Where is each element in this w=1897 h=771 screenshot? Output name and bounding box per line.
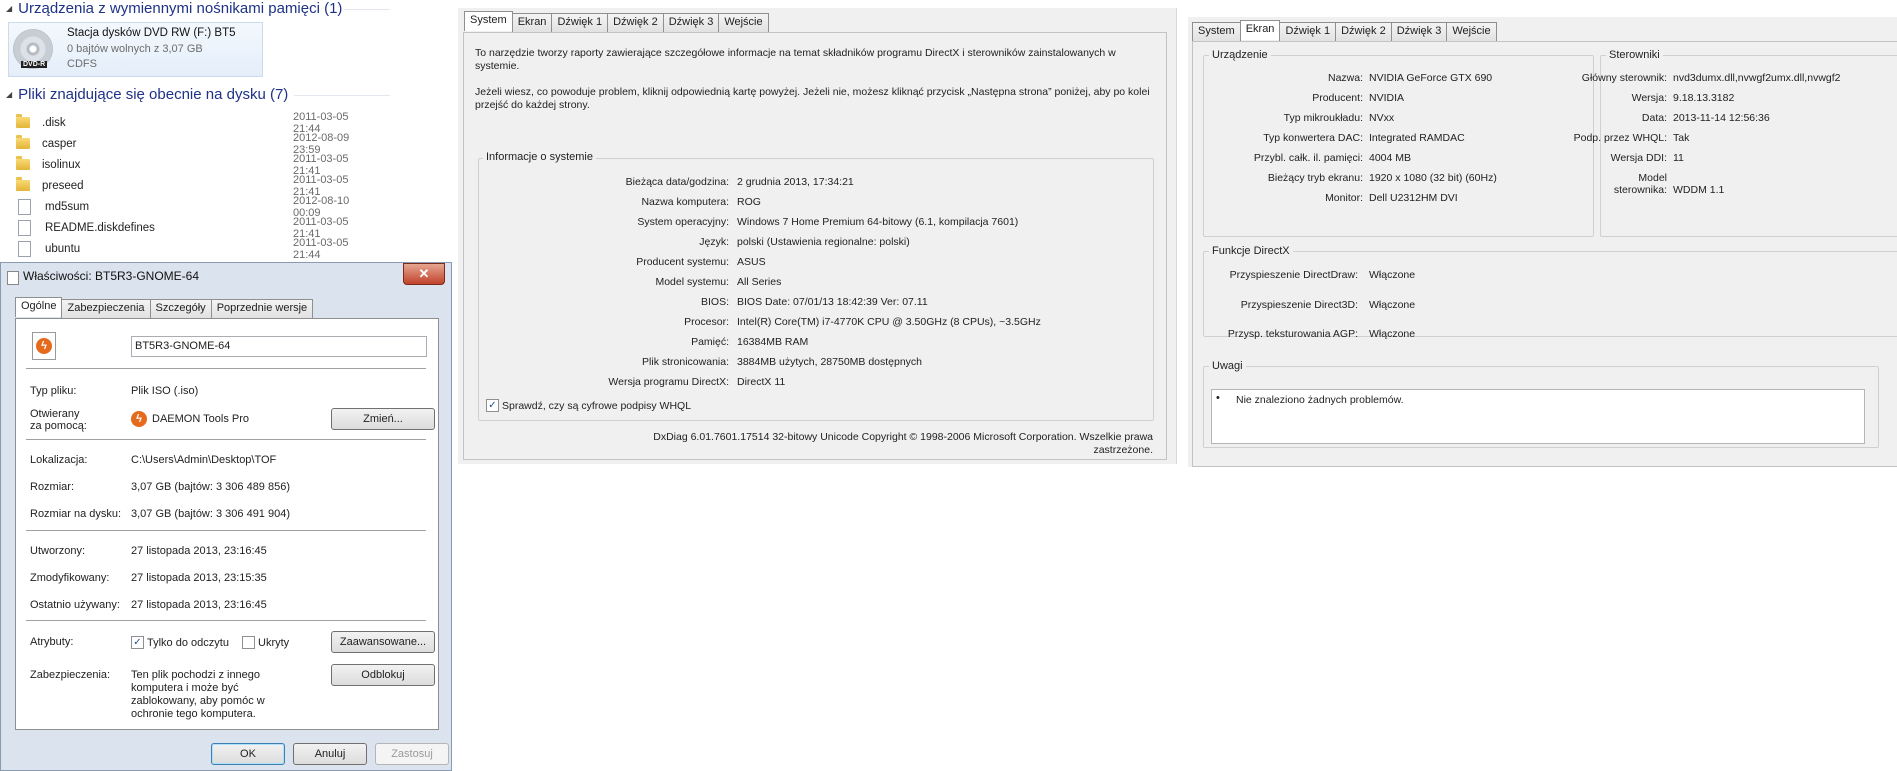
notes-group-title: Uwagi [1209, 360, 1246, 372]
hidden-label: Ukryty [258, 637, 290, 649]
drive-tile[interactable] [8, 22, 263, 77]
file-name: preseed [42, 179, 84, 192]
tab-sound-2[interactable]: Dźwięk 2 [607, 13, 664, 33]
file-icon [18, 241, 31, 257]
file-name: .disk [42, 116, 66, 129]
disk-size-label: Rozmiar na dysku: [30, 508, 122, 520]
row-key: Pamięć: [691, 336, 729, 348]
driver-model-key-2: sterownika: [1613, 184, 1667, 196]
tab-previous-versions[interactable]: Poprzednie wersje [211, 299, 314, 319]
tab-sound-1[interactable]: Dźwięk 1 [1279, 22, 1336, 42]
location-label: Lokalizacja: [30, 454, 88, 466]
opens-with-label-2: za pomocą: [30, 420, 87, 432]
footer-copyright-1: DxDiag 6.01.7601.17514 32-bitowy Unicode Copyright © 1998-2006 Microsoft Corporation. Wszelkie prawa [653, 431, 1153, 443]
apply-button[interactable]: Zastosuj [375, 743, 449, 765]
files-header-rule [294, 95, 390, 96]
features-group [1203, 251, 1897, 337]
dxdiag-display-tabs [1192, 22, 1496, 42]
row-key: Język: [699, 236, 729, 248]
note-item: Nie znaleziono żadnych problemów. [1236, 394, 1404, 406]
general-panel [15, 318, 439, 730]
feature-row-key: Przyspieszenie Direct3D: [1240, 299, 1358, 311]
cancel-button[interactable]: Anuluj [293, 743, 367, 765]
row-value: BIOS Date: 07/01/13 18:42:39 Ver: 07.11 [737, 296, 928, 308]
tab-system[interactable]: System [464, 11, 513, 31]
tab-display[interactable]: Ekran [512, 13, 553, 33]
file-row[interactable] [16, 175, 376, 196]
driver-row-key: Wersja: [1631, 92, 1667, 104]
created-label: Utworzony: [30, 545, 86, 557]
file-date: 2011-03-05 21:41 [293, 152, 349, 177]
file-name: README.diskdefines [45, 221, 155, 234]
unblock-button[interactable]: Odblokuj [331, 664, 435, 686]
device-row-value: Integrated RAMDAC [1369, 132, 1465, 144]
intro-text-2: Jeżeli wiesz, co powoduje problem, kliknij odpowiednią kartę powyżej. Jeżeli nie, możesz kliknąć przycisk „Następna strona” poniżej, aby po kolei przejść do każdej strony. [475, 86, 1150, 111]
system-tab-panel [463, 32, 1167, 460]
device-row-key: Monitor: [1325, 192, 1363, 204]
row-key: Bieżąca data/godzina: [625, 176, 729, 188]
feature-row-key: Przyspieszenie DirectDraw: [1229, 269, 1358, 281]
file-date: 2012-08-09 23:59 [293, 131, 350, 156]
divider [26, 439, 426, 440]
row-key: Wersja programu DirectX: [608, 376, 729, 388]
tab-input[interactable]: Wejście [1446, 22, 1496, 42]
feature-row-value: Włączone [1369, 328, 1416, 340]
row-key: Procesor: [684, 316, 729, 328]
file-name: ubuntu [45, 242, 81, 255]
file-row[interactable] [16, 238, 376, 259]
opens-with-label-1: Otwierany [30, 408, 80, 420]
file-name: md5sum [45, 200, 90, 213]
file-row[interactable] [16, 112, 376, 133]
tab-general[interactable]: Ogólne [15, 297, 62, 317]
driver-model-value: WDDM 1.1 [1673, 184, 1725, 196]
collapse-triangle-icon[interactable]: ◢ [6, 90, 13, 99]
divider [26, 530, 426, 531]
devices-group-header[interactable] [6, 0, 342, 17]
whql-label: Sprawdź, czy są cyfrowe podpisy WHQL [502, 400, 692, 412]
files-group-header[interactable] [6, 86, 288, 103]
accessed-value: 27 listopada 2013, 23:16:45 [131, 599, 267, 611]
iso-file-icon [32, 332, 56, 360]
file-list [16, 112, 376, 259]
drive-filesystem: CDFS [67, 58, 97, 70]
device-row-key: Bieżący tryb ekranu: [1267, 172, 1363, 184]
type-label: Typ pliku: [30, 385, 77, 397]
tab-input[interactable]: Wejście [718, 13, 768, 33]
device-row-value: 1920 x 1080 (32 bit) (60Hz) [1369, 172, 1497, 184]
divider [26, 620, 426, 621]
security-text-2: komputera i może być [131, 682, 239, 694]
row-value: polski (Ustawienia regionalne: polski) [737, 236, 910, 248]
drivers-group-title: Sterowniki [1606, 49, 1663, 61]
row-value: 16384MB RAM [737, 336, 809, 348]
feature-row-value: Włączone [1369, 299, 1416, 311]
folder-icon [16, 159, 30, 170]
accessed-label: Ostatnio używany: [30, 599, 120, 611]
row-key: Plik stronicowania: [642, 356, 729, 368]
device-row-key: Nazwa: [1327, 72, 1363, 84]
daemon-tools-icon: ϟ [36, 338, 52, 354]
file-date: 2011-03-05 21:44 [293, 236, 349, 261]
driver-row-key: Wersja DDI: [1610, 152, 1667, 164]
tab-details[interactable]: Szczegóły [150, 299, 212, 319]
folder-icon [16, 180, 30, 191]
intro-text-1: To narzędzie tworzy raporty zawierające szczegółowe informacje na temat składników programu DirectX i sterowników zainstalowanych w systemie. [475, 47, 1116, 72]
folder-icon [16, 117, 30, 128]
tab-sound-2[interactable]: Dźwięk 2 [1335, 22, 1392, 42]
device-row-key: Producent: [1312, 92, 1363, 104]
file-row[interactable] [16, 154, 376, 175]
bullet-icon: • [1216, 392, 1220, 404]
collapse-triangle-icon[interactable]: ◢ [6, 4, 13, 13]
readonly-label: Tylko do odczytu [147, 637, 229, 649]
folder-icon [16, 138, 30, 149]
disk-size-value: 3,07 GB (bajtów: 3 306 491 904) [131, 508, 290, 520]
row-key: Nazwa komputera: [641, 196, 729, 208]
created-value: 27 listopada 2013, 23:16:45 [131, 545, 267, 557]
display-tab-panel [1192, 41, 1897, 467]
system-info-group [478, 158, 1154, 421]
driver-row-key: Główny sterownik: [1581, 72, 1667, 84]
readonly-checkbox[interactable]: ✓ [131, 636, 144, 649]
opens-with-value: DAEMON Tools Pro [152, 413, 249, 425]
security-label: Zabezpieczenia: [30, 669, 111, 681]
file-date: 2011-03-05 21:41 [293, 173, 349, 198]
row-value: 3884MB użytych, 28750MB dostępnych [737, 356, 923, 368]
dvd-r-label: DVD-R [23, 61, 46, 68]
file-date: 2011-03-05 21:44 [293, 110, 349, 135]
feature-row-key: Przysp. teksturowania AGP: [1227, 328, 1358, 340]
hidden-checkbox[interactable] [242, 636, 255, 649]
file-name: casper [42, 137, 77, 150]
security-text-3: zablokowany, aby pomóc w [131, 695, 265, 707]
tab-security[interactable]: Zabezpieczenia [61, 299, 150, 319]
driver-row-key: Data: [1641, 112, 1667, 124]
close-icon: ✕ [418, 266, 430, 281]
dialog-title: Właściwości: BT5R3-GNOME-64 [23, 269, 200, 283]
device-row-value: NVIDIA GeForce GTX 690 [1369, 72, 1493, 84]
filename-field[interactable]: BT5R3-GNOME-64 [131, 336, 427, 357]
modified-value: 27 listopada 2013, 23:15:35 [131, 572, 267, 584]
footer-copyright-2: zastrzeżone. [1093, 444, 1153, 456]
tab-display[interactable]: Ekran [1240, 20, 1281, 40]
device-row-key: Typ mikroukładu: [1283, 112, 1363, 124]
row-value: Windows 7 Home Premium 64-bitowy (6.1, kompilacja 7601) [737, 216, 1019, 228]
change-button[interactable]: Zmień... [331, 408, 435, 430]
security-text-1: Ten plik pochodzi z innego [131, 669, 261, 681]
driver-row-value: 9.18.13.3182 [1673, 92, 1735, 104]
modified-label: Zmodyfikowany: [30, 572, 110, 584]
file-icon [18, 199, 31, 215]
size-label: Rozmiar: [30, 481, 75, 493]
driver-row-value: 2013-11-14 12:56:36 [1673, 112, 1770, 124]
row-value: ASUS [737, 256, 766, 268]
driver-row-value: 11 [1673, 152, 1684, 164]
explorer-pane [0, 0, 392, 262]
row-value: 2 grudnia 2013, 17:34:21 [737, 176, 854, 188]
size-value: 3,07 GB (bajtów: 3 306 489 856) [131, 481, 290, 493]
file-row[interactable] [16, 217, 376, 238]
attributes-label: Atrybuty: [30, 636, 74, 648]
type-value: Plik ISO (.iso) [131, 385, 199, 397]
drive-free-space: 0 bajtów wolnych z 3,07 GB [67, 43, 203, 55]
row-key: Model systemu: [655, 276, 729, 288]
file-row[interactable] [16, 133, 376, 154]
file-date: 2012-08-10 00:09 [293, 194, 350, 219]
row-key: Producent systemu: [636, 256, 729, 268]
dialog-icon [7, 271, 19, 285]
files-header-label: Pliki znajdujące się obecnie na dysku (7) [18, 86, 289, 103]
file-date: 2011-03-05 21:41 [293, 215, 349, 240]
properties-tabs [15, 299, 312, 319]
ok-button[interactable]: OK [211, 743, 285, 765]
file-name: isolinux [42, 158, 81, 171]
row-value: All Series [737, 276, 782, 288]
dxdiag-system-window [458, 8, 1177, 464]
row-key: BIOS: [700, 296, 729, 308]
whql-checkbox[interactable]: ✓ [486, 399, 499, 412]
row-value: DirectX 11 [737, 376, 786, 388]
features-group-title: Funkcje DirectX [1209, 245, 1293, 257]
file-icon [18, 220, 31, 236]
security-text-4: ochronie tego komputera. [131, 708, 256, 720]
tab-sound-1[interactable]: Dźwięk 1 [551, 13, 608, 33]
close-button[interactable] [403, 263, 445, 285]
advanced-button[interactable]: Zaawansowane... [331, 631, 435, 653]
driver-model-key-1: Model [1638, 172, 1667, 184]
device-row-value: Dell U2312HM DVI [1369, 192, 1458, 204]
row-value: ROG [737, 196, 761, 208]
device-row-value: NVIDIA [1369, 92, 1405, 104]
tab-sound-3[interactable]: Dźwięk 3 [663, 13, 720, 33]
properties-dialog [0, 262, 452, 771]
devices-header-rule [344, 9, 390, 10]
device-row-key: Przybl. całk. il. pamięci: [1253, 152, 1363, 164]
divider [26, 368, 426, 369]
devices-header-label: Urządzenia z wymiennymi nośnikami pamięci (1) [18, 0, 343, 17]
location-value: C:\Users\Admin\Desktop\TOF [131, 454, 277, 466]
drive-name: Stacja dysków DVD RW (F:) BT5 [67, 27, 236, 39]
device-group-title: Urządzenie [1209, 49, 1271, 61]
dxdiag-display-window [1188, 17, 1897, 467]
device-row-value: 4004 MB [1369, 152, 1412, 164]
driver-row-value: nvd3dumx.dll,nvwgf2umx.dll,nvwgf2 [1673, 72, 1841, 84]
dxdiag-system-tabs [464, 13, 768, 33]
daemon-tools-icon: ϟ [131, 411, 147, 427]
row-value: Intel(R) Core(TM) i7-4770K CPU @ 3.50GHz (8 CPUs), ~3.5GHz [737, 316, 1041, 328]
notes-box[interactable] [1211, 389, 1865, 444]
driver-row-key: Podp. przez WHQL: [1573, 132, 1667, 144]
feature-row-value: Włączone [1369, 269, 1416, 281]
system-info-title: Informacje o systemie [483, 151, 596, 163]
tab-system[interactable]: System [1192, 22, 1241, 42]
driver-row-value: Tak [1673, 132, 1690, 144]
device-row-key: Typ konwertera DAC: [1263, 132, 1363, 144]
file-row[interactable] [16, 196, 376, 217]
row-key: System operacyjny: [637, 216, 729, 228]
tab-sound-3[interactable]: Dźwięk 3 [1391, 22, 1448, 42]
device-row-value: NVxx [1369, 112, 1395, 124]
